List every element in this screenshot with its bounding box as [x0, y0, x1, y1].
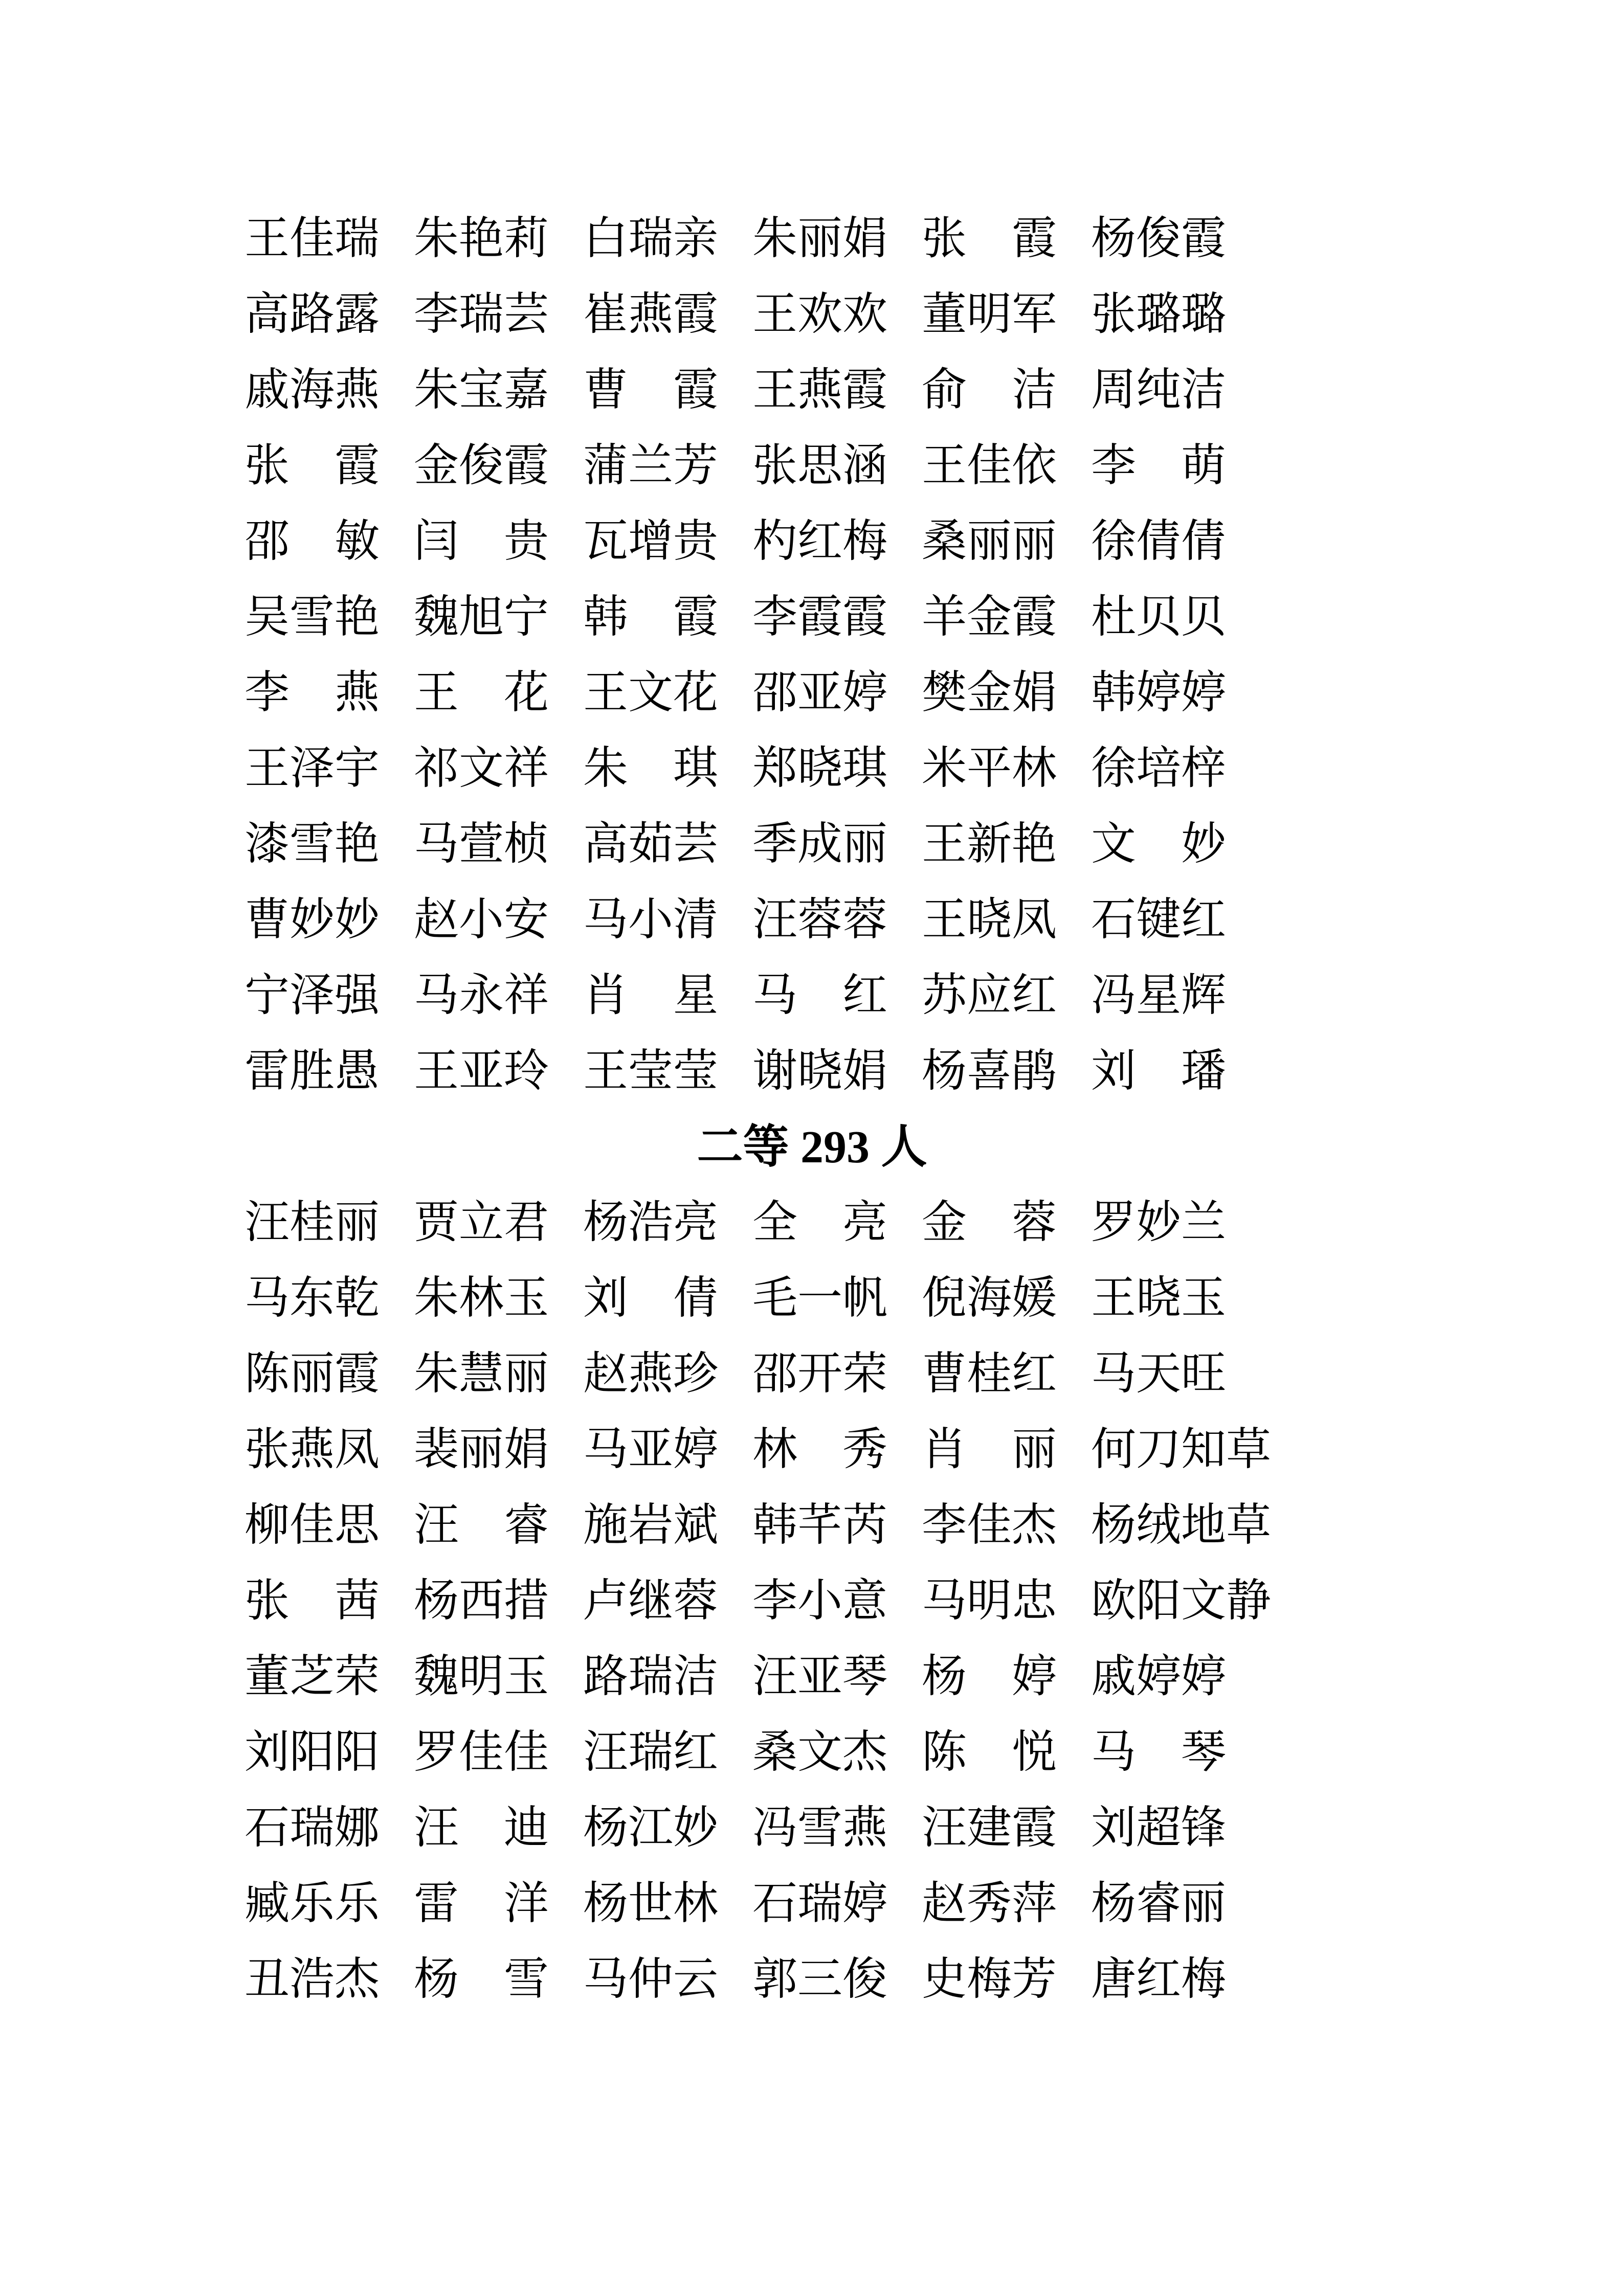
- name-cell: 魏明玉: [414, 1652, 549, 1702]
- name-row: [244, 580, 1380, 656]
- name-cell: 朱丽娟: [752, 214, 888, 264]
- name-cell: 张 茜: [244, 1577, 380, 1626]
- name-cell: 李瑞芸: [414, 290, 549, 340]
- name-cell: 邵亚婷: [752, 668, 888, 718]
- name-cell: 羊金霞: [922, 593, 1057, 642]
- name-cell: 臧乐乐: [244, 1879, 380, 1929]
- name-cell: 倪海媛: [922, 1274, 1057, 1323]
- name-cell: 罗佳佳: [414, 1728, 549, 1777]
- name-cell: 郑晓琪: [752, 744, 888, 794]
- name-list-content: [244, 201, 1380, 2018]
- first-class-name-list: [244, 201, 1380, 1110]
- name-cell: 戚婷婷: [1091, 1652, 1227, 1702]
- name-cell: 毛一帆: [752, 1274, 888, 1323]
- name-cell: 王佳依: [922, 441, 1057, 491]
- name-cell: 金 蓉: [922, 1198, 1057, 1248]
- name-cell: 刘 璠: [1091, 1047, 1227, 1096]
- name-row: [244, 1185, 1380, 1261]
- name-cell: 苏应红: [922, 971, 1057, 1021]
- name-cell: 石键红: [1091, 895, 1227, 945]
- name-cell: 马小清: [583, 895, 719, 945]
- name-cell: 林 秀: [752, 1425, 888, 1475]
- name-cell: 闫 贵: [414, 517, 549, 567]
- name-cell: 汪亚琴: [752, 1652, 888, 1702]
- name-cell: 邵 敏: [244, 517, 380, 567]
- name-cell: 欧阳文静: [1091, 1577, 1272, 1626]
- name-cell: 雷 洋: [414, 1879, 549, 1929]
- name-cell: 朱艳莉: [414, 214, 549, 264]
- name-cell: 宁泽强: [244, 971, 380, 1021]
- name-cell: 王莹莹: [583, 1047, 719, 1096]
- name-cell: 徐培梓: [1091, 744, 1227, 794]
- name-cell: 李 萌: [1091, 441, 1227, 491]
- name-cell: 王晓玉: [1091, 1274, 1227, 1323]
- name-cell: 戚海燕: [244, 366, 380, 415]
- name-row: [244, 201, 1380, 277]
- name-cell: 全 亮: [752, 1198, 888, 1248]
- name-cell: 柳佳思: [244, 1501, 380, 1550]
- name-cell: 刘 倩: [583, 1274, 719, 1323]
- name-cell: 李霞霞: [752, 593, 888, 642]
- name-cell: 王晓凤: [922, 895, 1057, 945]
- name-cell: 马明忠: [922, 1577, 1057, 1626]
- name-cell: 杨江妙: [583, 1804, 719, 1853]
- name-cell: 张璐璐: [1091, 290, 1227, 340]
- name-cell: 马东乾: [244, 1274, 380, 1323]
- name-cell: 石瑞婷: [752, 1879, 888, 1929]
- name-cell: 杨 婷: [922, 1652, 1057, 1702]
- name-row: [244, 1261, 1380, 1337]
- name-cell: 王燕霞: [752, 366, 888, 415]
- name-cell: 张 霞: [244, 441, 380, 491]
- name-row: [244, 1034, 1380, 1110]
- name-row: [244, 353, 1380, 429]
- name-cell: 张 霞: [922, 214, 1057, 264]
- name-cell: 王泽宇: [244, 744, 380, 794]
- name-cell: 崔燕霞: [583, 290, 719, 340]
- name-cell: 史梅芳: [922, 1955, 1057, 2005]
- name-cell: 杨浩亮: [583, 1198, 719, 1248]
- name-cell: 汪建霞: [922, 1804, 1057, 1853]
- name-cell: 韩 霞: [583, 593, 719, 642]
- name-cell: 朱林玉: [414, 1274, 549, 1323]
- name-cell: 金俊霞: [414, 441, 549, 491]
- name-cell: 石瑞娜: [244, 1804, 380, 1853]
- name-cell: 马永祥: [414, 971, 549, 1021]
- name-row: [244, 1942, 1380, 2018]
- name-cell: 汪 睿: [414, 1501, 549, 1550]
- name-cell: 杨俊霞: [1091, 214, 1227, 264]
- name-cell: 雷胜愚: [244, 1047, 380, 1096]
- name-cell: 桑文杰: [752, 1728, 888, 1777]
- name-row: [244, 883, 1380, 958]
- name-cell: 杨西措: [414, 1577, 549, 1626]
- name-cell: 吴雪艳: [244, 593, 380, 642]
- name-cell: 马萱桢: [414, 820, 549, 869]
- name-cell: 邵开荣: [752, 1349, 888, 1399]
- name-row: [244, 807, 1380, 883]
- name-cell: 张燕凤: [244, 1425, 380, 1475]
- name-cell: 冯雪燕: [752, 1804, 888, 1853]
- name-cell: 赵秀萍: [922, 1879, 1057, 1929]
- name-row: [244, 277, 1380, 353]
- name-row: [244, 1639, 1380, 1715]
- name-cell: 高茹芸: [583, 820, 719, 869]
- name-cell: 韩芊芮: [752, 1501, 888, 1550]
- name-cell: 刘超锋: [1091, 1804, 1227, 1853]
- name-cell: 王 花: [414, 668, 549, 718]
- name-cell: 李小意: [752, 1577, 888, 1626]
- name-row: [244, 1564, 1380, 1639]
- name-cell: 李 燕: [244, 668, 380, 718]
- name-cell: 白瑞亲: [583, 214, 719, 264]
- name-cell: 贾立君: [414, 1198, 549, 1248]
- name-cell: 王文花: [583, 668, 719, 718]
- name-cell: 马仲云: [583, 1955, 719, 2005]
- name-row: [244, 1715, 1380, 1791]
- name-cell: 董芝荣: [244, 1652, 380, 1702]
- name-cell: 瓦增贵: [583, 517, 719, 567]
- name-cell: 马 琴: [1091, 1728, 1227, 1777]
- name-cell: 朱慧丽: [414, 1349, 549, 1399]
- name-cell: 杨 雪: [414, 1955, 549, 2005]
- name-cell: 裴丽娟: [414, 1425, 549, 1475]
- name-cell: 汪瑞红: [583, 1728, 719, 1777]
- name-row: [244, 958, 1380, 1034]
- second-class-name-list: [244, 1185, 1380, 2018]
- name-cell: 何刀知草: [1091, 1425, 1272, 1475]
- name-cell: 卢继蓉: [583, 1577, 719, 1626]
- name-cell: 魏旭宁: [414, 593, 549, 642]
- name-cell: 汪桂丽: [244, 1198, 380, 1248]
- name-cell: 肖 星: [583, 971, 719, 1021]
- name-cell: 桑丽丽: [922, 517, 1057, 567]
- name-cell: 赵燕珍: [583, 1349, 719, 1399]
- name-cell: 朱宝嘉: [414, 366, 549, 415]
- name-cell: 曹 霞: [583, 366, 719, 415]
- name-cell: 杓红梅: [752, 517, 888, 567]
- name-cell: 杨绒地草: [1091, 1501, 1272, 1550]
- name-cell: 杜贝贝: [1091, 593, 1227, 642]
- name-cell: 汪 迪: [414, 1804, 549, 1853]
- name-cell: 漆雪艳: [244, 820, 380, 869]
- name-cell: 郭三俊: [752, 1955, 888, 2005]
- name-cell: 周纯洁: [1091, 366, 1227, 415]
- name-cell: 陈 悦: [922, 1728, 1057, 1777]
- name-cell: 马天旺: [1091, 1349, 1227, 1399]
- name-cell: 季成丽: [752, 820, 888, 869]
- name-cell: 丑浩杰: [244, 1955, 380, 2005]
- name-cell: 汪蓉蓉: [752, 895, 888, 945]
- name-cell: 李佳杰: [922, 1501, 1057, 1550]
- name-row: [244, 429, 1380, 504]
- name-row: [244, 656, 1380, 731]
- name-cell: 蒲兰芳: [583, 441, 719, 491]
- name-cell: 曹桂红: [922, 1349, 1057, 1399]
- name-cell: 杨世林: [583, 1879, 719, 1929]
- name-row: [244, 1412, 1380, 1488]
- name-cell: 王新艳: [922, 820, 1057, 869]
- name-row: [244, 1791, 1380, 1866]
- name-row: [244, 731, 1380, 807]
- name-row: [244, 1337, 1380, 1412]
- name-cell: 米平林: [922, 744, 1057, 794]
- name-cell: 杨喜鹃: [922, 1047, 1057, 1096]
- name-cell: 陈丽霞: [244, 1349, 380, 1399]
- section-title-second-class: 二等 293 人: [697, 1122, 927, 1173]
- name-cell: 冯星辉: [1091, 971, 1227, 1021]
- name-cell: 祁文祥: [414, 744, 549, 794]
- name-cell: 俞 洁: [922, 366, 1057, 415]
- name-cell: 刘阳阳: [244, 1728, 380, 1777]
- name-cell: 朱 琪: [583, 744, 719, 794]
- name-row: [244, 1488, 1380, 1564]
- name-cell: 谢晓娟: [752, 1047, 888, 1096]
- name-cell: 徐倩倩: [1091, 517, 1227, 567]
- name-cell: 罗妙兰: [1091, 1198, 1227, 1248]
- name-cell: 樊金娟: [922, 668, 1057, 718]
- name-cell: 董明军: [922, 290, 1057, 340]
- name-row: [244, 504, 1380, 580]
- name-cell: 赵小安: [414, 895, 549, 945]
- name-cell: 肖 丽: [922, 1425, 1057, 1475]
- name-cell: 文 妙: [1091, 820, 1227, 869]
- name-row: [244, 1866, 1380, 1942]
- name-cell: 唐红梅: [1091, 1955, 1227, 2005]
- name-cell: 马 红: [752, 971, 888, 1021]
- name-cell: 马亚婷: [583, 1425, 719, 1475]
- name-cell: 王欢欢: [752, 290, 888, 340]
- name-cell: 路瑞洁: [583, 1652, 719, 1702]
- name-cell: 韩婷婷: [1091, 668, 1227, 718]
- name-cell: 高路露: [244, 290, 380, 340]
- name-cell: 杨睿丽: [1091, 1879, 1227, 1929]
- name-cell: 王佳瑞: [244, 214, 380, 264]
- name-cell: 曹妙妙: [244, 895, 380, 945]
- name-cell: 张思涵: [752, 441, 888, 491]
- name-cell: 王亚玲: [414, 1047, 549, 1096]
- name-cell: 施岩斌: [583, 1501, 719, 1550]
